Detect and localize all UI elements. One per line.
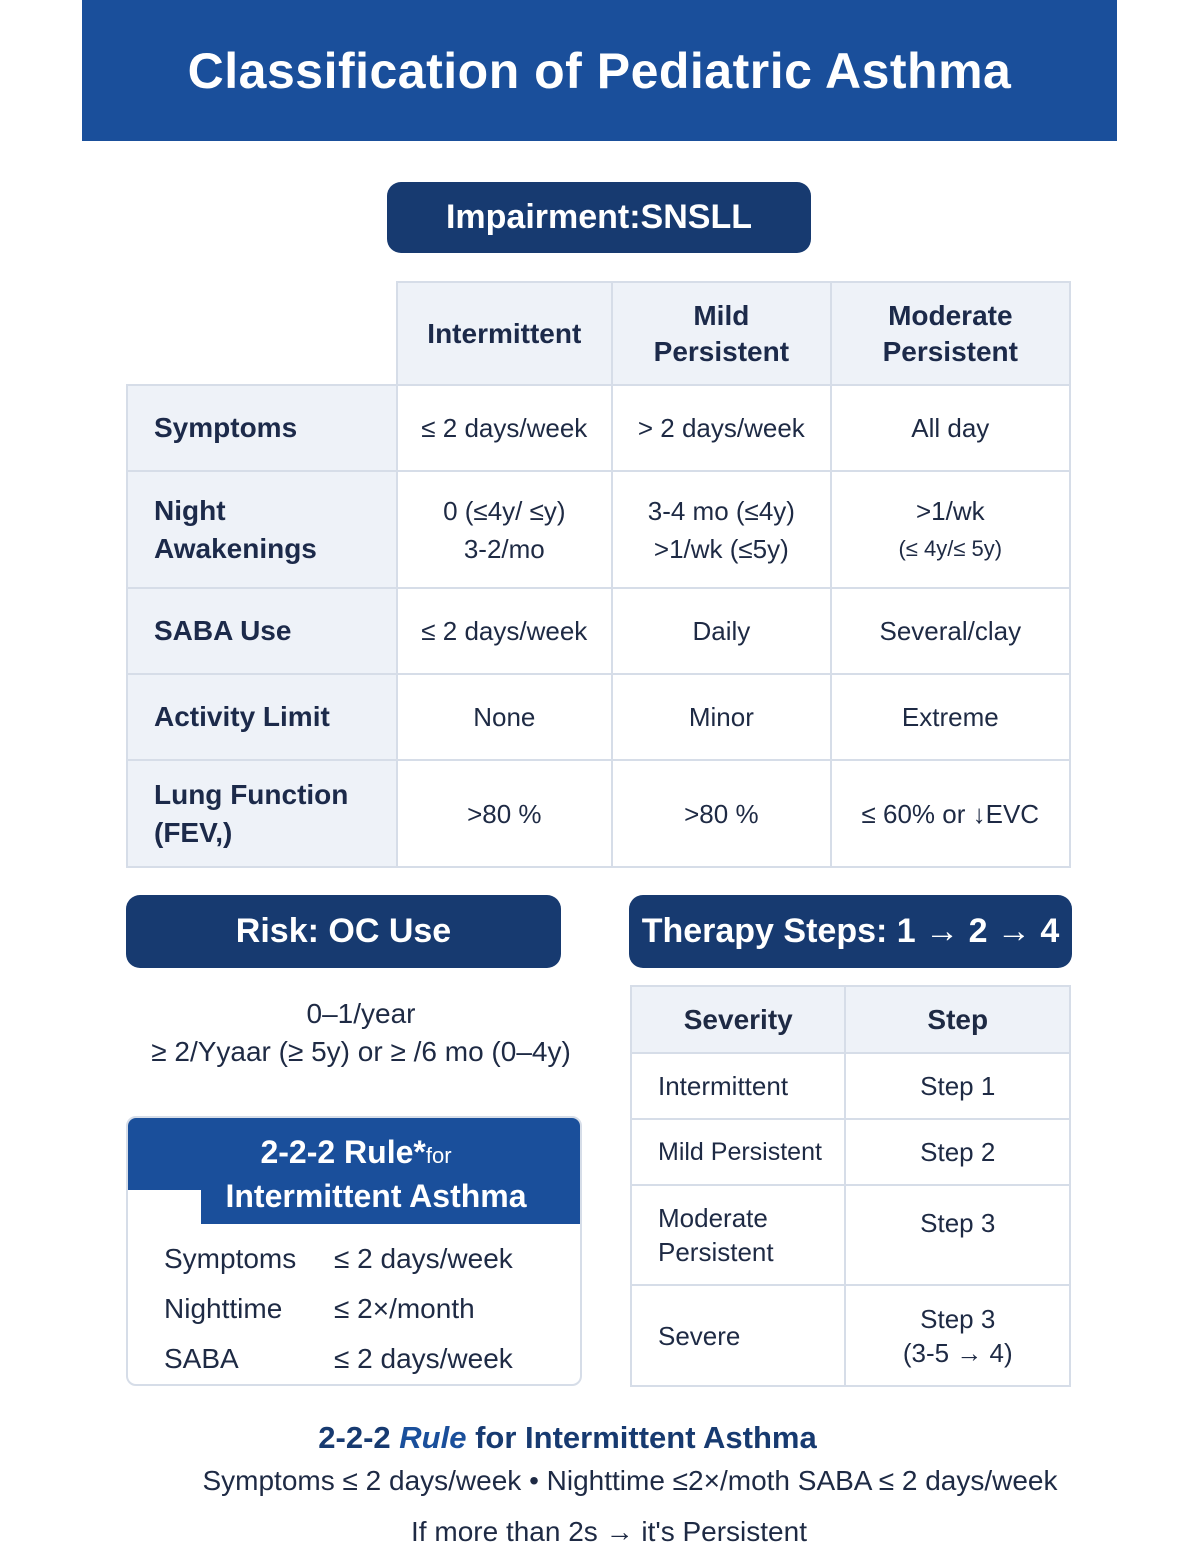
table-cell: >80 % [397,760,613,867]
rule-box-title: 2-2-2 Rule*for Intermittent Asthma [225,1134,527,1214]
table-cell: 0 (≤4y/ ≤y) 3-2/mo [397,471,613,588]
table-cell: > 2 days/week [612,385,830,471]
table-cell: Extreme [831,674,1070,760]
list-item: SABA ≤ 2 days/week [164,1343,513,1374]
therapy-header-row [631,986,1070,1053]
therapy-table [630,985,1071,1387]
row-label-activity-limit: Activity Limit [127,674,397,760]
table-cell: ≤ 2 days/week [397,588,613,674]
step-cell: Step 3 [845,1185,1070,1285]
table-row [631,1119,1070,1185]
severity-cell: Intermittent [631,1053,845,1119]
table-cell: None [397,674,613,760]
therapy-pill: Therapy Steps: 1 → 2 → 4 [629,895,1072,968]
column-header-severity: Severity [631,986,845,1053]
step-cell: Step 2 [845,1119,1070,1185]
table-cell: ≤ 2 days/week [397,385,613,471]
footer-title: 2-2-2 Rule for Intermittent Asthma [318,1420,817,1455]
table-cell: Daily [612,588,830,674]
table-row [127,760,1070,867]
table-row [127,674,1070,760]
table-cell: ≤ 60% or ↓EVC [831,760,1070,867]
risk-text: 0–1/year ≥ 2/Yyaar (≥ 5y) or ≥ /6 mo (0–4y) [151,998,571,1067]
list-item: Symptoms ≤ 2 days/week [164,1243,513,1274]
column-header-mild-persistent: Mild Persistent [612,282,830,385]
column-header-intermittent: Intermittent [397,282,613,385]
table-row [631,1285,1070,1386]
table-row [127,471,1070,588]
table-cell: Minor [612,674,830,760]
row-label-symptoms: Symptoms [127,385,397,471]
header-banner [82,0,1117,141]
footer-note: If more than 2s → it's Persistent [411,1516,807,1547]
severity-cell: Mild Persistent [631,1119,845,1185]
footer-summary: Symptoms ≤ 2 days/week • Nighttime ≤2×/moth SABA ≤ 2 days/week [202,1465,1058,1496]
column-header-moderate-persistent: Moderate Persistent [831,282,1070,385]
row-label-night-awakenings: Night Awakenings [127,471,397,588]
step-cell: Step 1 [845,1053,1070,1119]
table-cell: All day [831,385,1070,471]
table-header-row [127,282,1070,385]
risk-pill: Risk: OC Use [126,895,561,968]
severity-cell: Moderate Persistent [631,1185,845,1285]
list-item: Nighttime ≤ 2×/month [164,1293,475,1324]
table-cell: 3-4 mo (≤4y) >1/wk (≤5y) [612,471,830,588]
column-header-step: Step [845,986,1070,1053]
rule-box [126,1116,582,1386]
page-title: Classification of Pediatric Asthma [187,42,1012,99]
table-row [631,1053,1070,1119]
row-label-saba-use: SABA Use [127,588,397,674]
table-cell: Several/clay [831,588,1070,674]
table-cell: >80 % [612,760,830,867]
table-row [631,1185,1070,1285]
severity-cell: Severe [631,1285,845,1386]
table-row [127,588,1070,674]
row-label-lung-function: Lung Function (FEV,) [127,760,397,867]
step-cell: Step 3 (3-5 → 4) [845,1285,1070,1386]
impairment-pill: Impairment:SNSLL [387,182,811,253]
blank-corner [127,282,397,385]
table-cell: >1/wk (≤ 4y/≤ 5y) [831,471,1070,588]
impairment-table [126,281,1071,868]
rule-box-rows [164,1234,564,1384]
table-row [127,385,1070,471]
